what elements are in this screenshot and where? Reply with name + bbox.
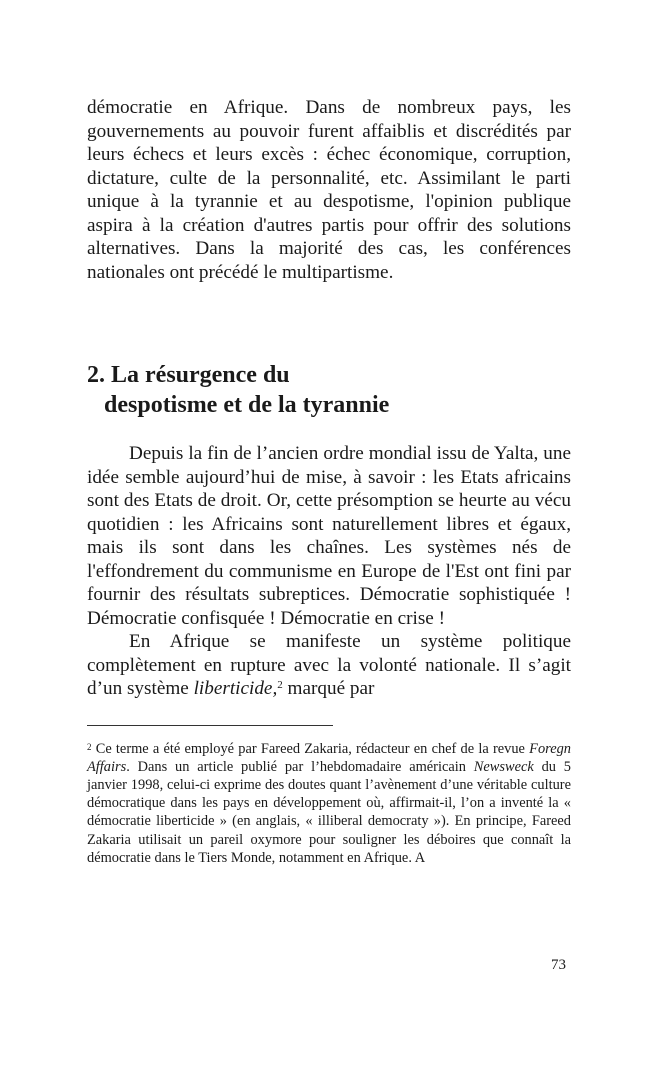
- footnote-text-a: Ce terme a été employé par Fareed Zakaria, rédacteur en chef de la revue: [91, 740, 530, 757]
- liberticide-term: liberticide,: [193, 678, 278, 699]
- section-heading-line1: 2. La résurgence du: [87, 362, 290, 388]
- section-paragraph-1: Depuis la fin de l’ancien ordre mondial issu de Yalta, une idée semble aujourd’hui de mise, à savoir : les Etats africains sont des Etats de droit. Or, cette présomption se heurte au vécu quotidien : les Africains sont naturellement libres et égaux, mais ils sont dans les chaînes. Les systèmes nés de l'effondrement du communisme en Europe de l'Est ont fini par fournir des résultats subreptices. Démocratie sophistiquée ! Démocratie confisquée ! Démocratie en crise !: [87, 443, 571, 629]
- section-body: [87, 442, 571, 701]
- paragraph-2-text: En Afrique se manifeste un système politique complètement en rupture avec la volonté nationale. Il s’agit d’un système: [87, 631, 571, 699]
- paragraph-2-tail: marqué par: [282, 678, 375, 699]
- section-heading-line2: despotisme et de la tyrannie: [104, 392, 390, 418]
- footnote-text-c: du 5 janvier 1998, celui-ci exprime des doutes quant l’avènement d’une véritable culture démocratique dans les pays en développement où, affirmait-il, l’on a inventé la « démocratie liberticide » (en anglais, « illiberal democraty »). En principe, Fareed Zakaria utilisait un pareil oxymore pour souligner les déboires que connaît la démocratie dans le Tiers Monde, notamment en Afrique. A: [87, 758, 571, 866]
- footnote-number: 2: [87, 741, 92, 752]
- section-heading: [87, 360, 571, 420]
- footnote-magazine-title: Newsweck: [473, 758, 534, 775]
- page-content: [87, 96, 571, 881]
- footnote-journal-title: Foregn Affairs: [87, 740, 571, 775]
- footnote-reference[interactable]: 2: [277, 679, 283, 691]
- section-paragraph-2: [87, 630, 571, 701]
- footnote-separator: [87, 725, 333, 726]
- intro-paragraph: démocratie en Afrique. Dans de nombreux pays, les gouvernements au pouvoir furent affaiblis et discrédités par leurs échecs et leurs excès : échec économique, corruption, dictature, culte de la personnalité, etc. Assimilant le parti unique à la tyrannie et au despotisme, l'opinion publique aspira à la création d'autres partis pour offrir des solutions alternatives. Dans la majorité des cas, les conférences nationales ont précédé le multipartisme.: [87, 97, 571, 283]
- footnote-text-b: . Dans un article publié par l’hebdomadaire américain: [126, 758, 474, 775]
- page-number: 73: [551, 957, 566, 973]
- footnote: [87, 740, 571, 867]
